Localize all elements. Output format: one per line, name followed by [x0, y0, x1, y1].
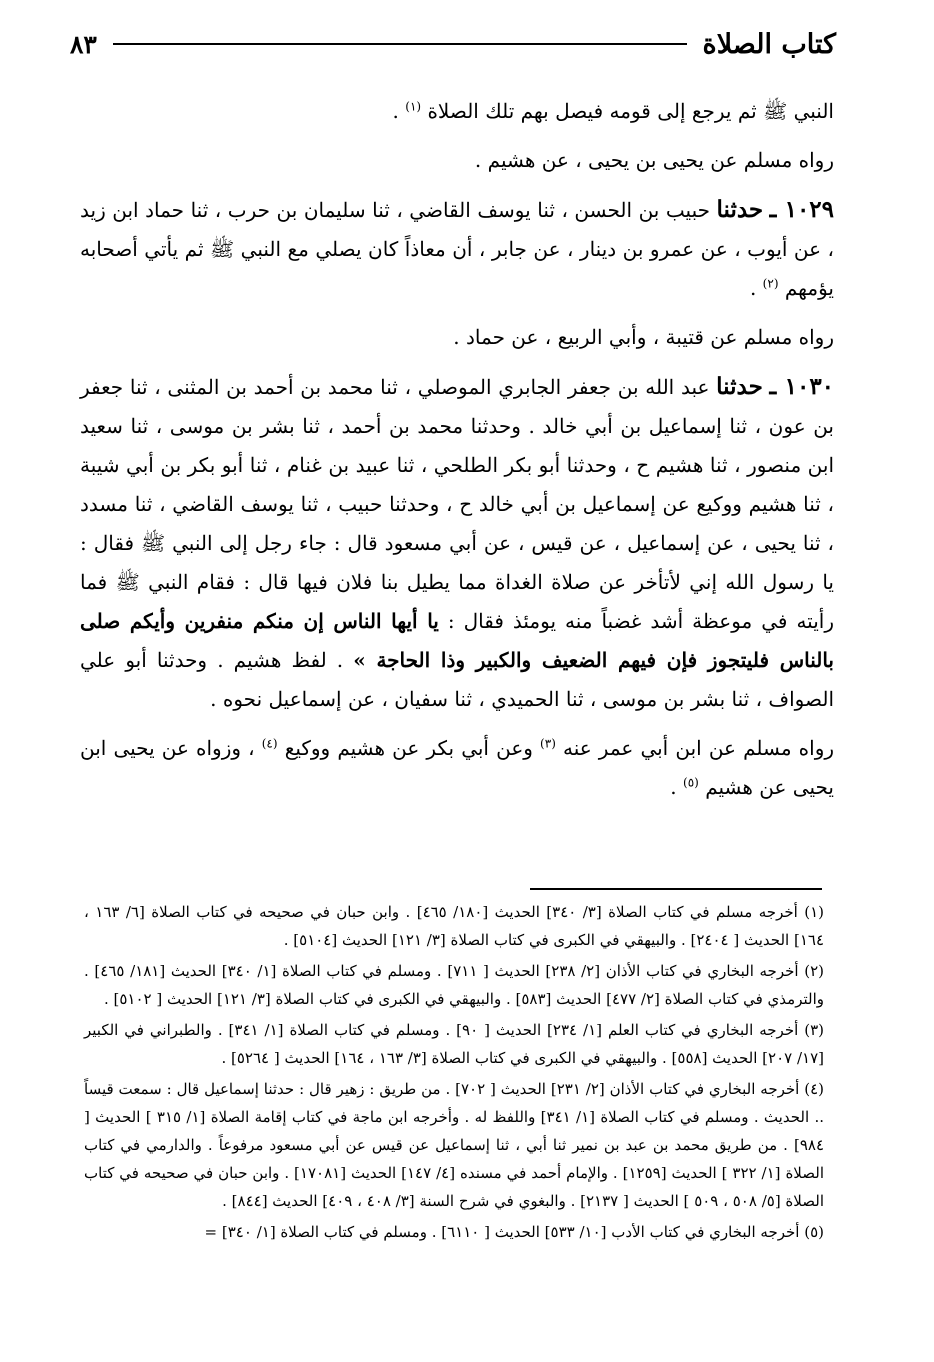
footnote-ref: (١)	[405, 99, 422, 114]
footnote-separator	[530, 888, 822, 890]
paragraph-text: رواه مسلم عن قتيبة ، وأبي الربيع ، عن حماد .	[453, 325, 834, 349]
footnote-ref: (٢)	[762, 276, 779, 291]
paragraph-text: رواه مسلم عن يحيى بن يحيى ، عن هشيم .	[474, 148, 834, 172]
paragraph-text: النبي ﷺ ثم يرجع إلى قومه فيصل بهم تلك الصلاة	[427, 99, 834, 123]
hadith-text: عبد الله بن جعفر الجابري الموصلي ، ثنا محمد بن أحمد بن المثنى ، ثنا جعفر بن عون ، ثنا إسماعيل بن أبي خالد . وحدثنا محمد بن أحمد ، ثنا بشر بن موسى ، ثنا سعيد ابن منصور ، ثنا هشيم ح ، وحدثنا أبو بكر الطلحي ، ثنا عبيد بن غنام ، ثنا أبو بكر بن أبي شيبة ، ثنا هشيم ووكيع عن إسماعيل بن أبي خالد ح ، وحدثنا حبيب ، ثنا يوسف القاضي ، ثنا مسدد ، ثنا يحيى ، عن إسماعيل ، عن قيس ، عن أبي مسعود قال : جاء رجل إلى النبي ﷺ فقال : يا رسول الله إني لأتأخر عن صلاة الغداة مما يطيل بنا فلان فيها قال : فقام النبي ﷺ فما رأيته في موعظة أشد غضباً منه يومئذ فقال :	[80, 375, 835, 633]
footnote: (١) أخرجه مسلم في كتاب الصلاة [٣/ ٣٤٠] الحديث [١٨٠/ ٤٦٥] . وابن حبان في صحيحه في كتاب الصلاة [٦/ ١٦٣ ، ١٦٤] الحديث [ ٢٤٠٤] . والبيهقي في الكبرى في كتاب الصلاة [٣/ ١٢١] الحديث [٥١٠٤] .	[84, 903, 824, 949]
paragraph-text: رواه مسلم عن ابن أبي عمر عنه	[563, 736, 835, 760]
hadith-1029	[80, 190, 834, 308]
paragraph-end: .	[670, 775, 677, 799]
footnotes	[84, 898, 824, 1249]
footnote: (٣) أخرجه البخاري في كتاب العلم [١/ ٢٣٤] الحديث [ ٩٠] . ومسلم في كتاب الصلاة [١/ ٣٤١] . والطبراني في الكبير [١٧/ ٢٠٧] الحديث [٥٥٨] . والبيهقي في الكبرى في كتاب الصلاة [٣/ ١٦٣ ، ١٦٤] الحديث [ ٥٢٦٤] .	[84, 1021, 824, 1067]
hadith-number: ١٠٣٠ ـ	[769, 373, 835, 400]
narration-note	[80, 318, 834, 357]
hadith-number: ١٠٢٩ ـ	[769, 196, 835, 223]
hadith-matn-bold: يا أيها الناس إن منكم منفرين وأيكم صلى بالناس فليتجوز فإن فيهم الضعيف والكبير وذا الحاجة »	[80, 609, 835, 672]
paragraph-text: وعن أبي بكر عن هشيم ووكيع	[284, 736, 533, 760]
page-header	[70, 22, 836, 66]
footnote: (٥) أخرجه البخاري في كتاب الأدب [١٠/ ٥٣٣] الحديث [ ٦١١٠] . ومسلم في كتاب الصلاة [١/ ٣٤٠] =	[204, 1223, 824, 1241]
footnote-ref: (٤)	[261, 736, 278, 751]
paragraph-text: ، وزواه عن يحيى ابن يحيى عن هشيم	[80, 736, 834, 799]
hadith-text-continued: . لفظ هشيم . وحدثنا أبو علي الصواف ، ثنا بشر بن موسى ، ثنا الحميدي ، ثنا سفيان ، عن إسماعيل نحوه .	[80, 648, 834, 711]
paragraph-continuation	[80, 92, 834, 131]
footnote-ref: (٣)	[540, 736, 556, 751]
header-rule	[113, 43, 687, 45]
narration-note	[80, 141, 834, 180]
footnote: (٢) أخرجه البخاري في كتاب الأذان [٢/ ٢٣٨] الحديث [ ٧١١] . ومسلم في كتاب الصلاة [١/ ٣٤٠] الحديث [١٨١/ ٤٦٥] . والترمذي في كتاب الصلاة [٢/ ٤٧٧] الحديث [٥٨٣] . والبيهقي في الكبرى في كتاب الصلاة [٣/ ١٢١] الحديث [ ٥١٠٢] .	[84, 962, 824, 1008]
page-number: ٨٣	[70, 29, 97, 59]
paragraph-end: .	[749, 276, 757, 300]
haddathana-word: حدثنا	[716, 196, 764, 223]
paragraph-end: .	[392, 99, 399, 123]
footnote-ref: (٥)	[683, 775, 699, 790]
hadith-1030	[80, 367, 834, 719]
haddathana-word: حدثنا	[716, 373, 763, 400]
narration-note	[80, 729, 834, 807]
hadith-text: حبيب بن الحسن ، ثنا يوسف القاضي ، ثنا سليمان بن حرب ، ثنا حماد ابن زيد ، عن أيوب ، عن عمرو بن دينار ، عن جابر ، أن معاذاً كان يصلي مع النبي ﷺ ثم يأتي أصحابه يؤمهم	[80, 198, 835, 300]
footnote: (٤) أخرجه البخاري في كتاب الأذان [٢/ ٢٣١] الحديث [ ٧٠٢] . من طريق : زهير قال : حدثنا إسماعيل قال : سمعت قيساً .. الحديث . ومسلم في كتاب الصلاة [١/ ٣٤١] واللفظ له . وأخرجه ابن ماجة في كتاب إقامة الصلاة [١/ ٣١٥ ] الحديث [ ٩٨٤] . من طريق محمد بن عبد بن نمير ثنا أبي ، ثنا إسماعيل عن قيس عن أبي مسعود مرفوعاً . والدارمي في كتاب الصلاة [١/ ٣٢٢ ] الحديث [١٢٥٩] . والإمام أحمد في مسنده [٤/ ١٤٧] الحديث [١٧٠٨١] . وابن حبان في صحيحه في كتاب الصلاة [٥/ ٥٠٨ ، ٥٠٩ ] الحديث [ ٢١٣٧] . والبغوي في شرح السنة [٣/ ٤٠٨ ، ٤٠٩] الحديث [٨٤٤] .	[84, 1080, 824, 1210]
main-text	[80, 92, 834, 817]
running-title: كتاب الصلاة	[702, 28, 836, 60]
